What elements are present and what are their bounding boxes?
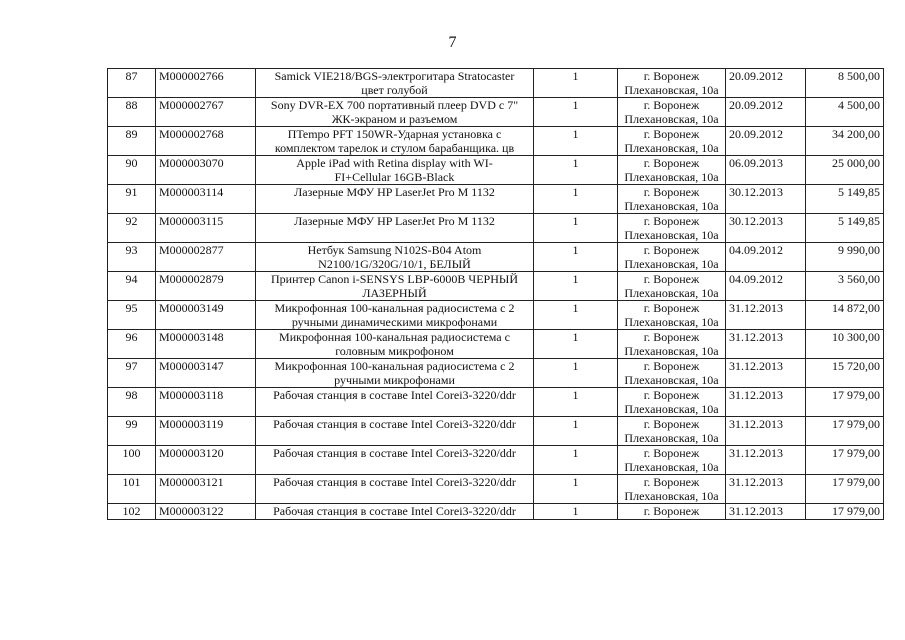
amount-cell: 17 979,00 <box>806 504 884 520</box>
location-cell <box>618 475 726 504</box>
row-number-cell: 89 <box>108 127 156 156</box>
location-line: Плехановская, 10а <box>624 257 719 271</box>
date-cell: 31.12.2013 <box>726 359 806 388</box>
date-cell: 31.12.2013 <box>726 504 806 520</box>
table-row <box>108 243 884 272</box>
item-name-cell <box>256 388 534 417</box>
item-name-line: Sony DVR-EX 700 портативный плеер DVD с 7" <box>270 98 519 112</box>
item-name-line: Микрофонная 100-канальная радиосистема с 2 <box>274 359 515 373</box>
page-number: 7 <box>448 34 457 51</box>
table-row <box>108 272 884 301</box>
item-name-line: Рабочая станция в составе Intel Corei3-3220/ddr <box>273 446 516 460</box>
table-row <box>108 359 884 388</box>
table-row <box>108 475 884 504</box>
quantity-cell: 1 <box>534 272 618 301</box>
table-row <box>108 156 884 185</box>
quantity-cell: 1 <box>534 185 618 214</box>
item-name-line: Apple iPad with Retina display with WI- <box>296 156 493 170</box>
row-number-cell: 87 <box>108 69 156 98</box>
location-cell <box>618 272 726 301</box>
item-name-line: Рабочая станция в составе Intel Corei3-3220/ddr <box>273 388 516 402</box>
inventory-code-cell: M000003119 <box>156 417 256 446</box>
table-row <box>108 185 884 214</box>
item-name-line: FI+Cellular 16GB-Black <box>334 170 455 184</box>
inventory-code-cell: M000003070 <box>156 156 256 185</box>
inventory-code-cell: M000003121 <box>156 475 256 504</box>
location-line: Плехановская, 10а <box>624 228 719 242</box>
item-name-cell <box>256 69 534 98</box>
item-name-line: ручными микрофонами <box>334 373 455 387</box>
date-cell: 04.09.2012 <box>726 243 806 272</box>
item-name-cell <box>256 98 534 127</box>
location-cell <box>618 69 726 98</box>
location-cell <box>618 359 726 388</box>
item-name-cell <box>256 475 534 504</box>
table-row <box>108 127 884 156</box>
amount-cell: 8 500,00 <box>806 69 884 98</box>
table-row <box>108 301 884 330</box>
item-name-cell <box>256 330 534 359</box>
quantity-cell: 1 <box>534 98 618 127</box>
row-number-cell: 91 <box>108 185 156 214</box>
location-cell <box>618 301 726 330</box>
amount-cell: 17 979,00 <box>806 388 884 417</box>
date-cell: 30.12.2013 <box>726 214 806 243</box>
amount-cell: 15 720,00 <box>806 359 884 388</box>
item-name-cell <box>256 127 534 156</box>
location-line: г. Воронеж <box>643 417 700 431</box>
item-name-line: ПTempo PFT 150WR-Ударная установка с <box>287 127 502 141</box>
item-name-line: ЛАЗЕРНЫЙ <box>362 286 427 300</box>
item-name-line: Лазерные МФУ HP LaserJet Pro M 1132 <box>294 214 495 228</box>
quantity-cell: 1 <box>534 330 618 359</box>
inventory-code-cell: M000003120 <box>156 446 256 475</box>
date-cell: 20.09.2012 <box>726 127 806 156</box>
table-row <box>108 98 884 127</box>
location-line: г. Воронеж <box>643 475 700 489</box>
table-body <box>108 69 884 520</box>
location-line: Плехановская, 10а <box>624 344 719 358</box>
inventory-code-cell: M000002879 <box>156 272 256 301</box>
location-cell <box>618 504 726 520</box>
table-row <box>108 504 884 520</box>
location-line: г. Воронеж <box>643 185 700 199</box>
amount-cell: 34 200,00 <box>806 127 884 156</box>
amount-cell: 5 149,85 <box>806 214 884 243</box>
date-cell: 31.12.2013 <box>726 330 806 359</box>
item-name-line: комплектом тарелок и стулом барабанщика. цв <box>274 141 515 155</box>
date-cell: 31.12.2013 <box>726 388 806 417</box>
amount-cell: 14 872,00 <box>806 301 884 330</box>
row-number-cell: 94 <box>108 272 156 301</box>
amount-cell: 4 500,00 <box>806 98 884 127</box>
item-name-cell <box>256 417 534 446</box>
item-name-cell <box>256 504 534 520</box>
amount-cell: 3 560,00 <box>806 272 884 301</box>
item-name-cell <box>256 272 534 301</box>
location-line: г. Воронеж <box>643 301 700 315</box>
location-line: Плехановская, 10а <box>624 460 719 474</box>
location-line: Плехановская, 10а <box>624 489 719 503</box>
date-cell: 20.09.2012 <box>726 69 806 98</box>
location-line: г. Воронеж <box>643 243 700 257</box>
item-name-line: Samick VIE218/BGS-электрогитара Stratocaster <box>274 69 515 83</box>
amount-cell: 25 000,00 <box>806 156 884 185</box>
location-line: Плехановская, 10а <box>624 286 719 300</box>
table-row <box>108 214 884 243</box>
item-name-cell <box>256 359 534 388</box>
item-name-line: N2100/1G/320G/10/1, БЕЛЫЙ <box>318 257 471 271</box>
quantity-cell: 1 <box>534 417 618 446</box>
inventory-code-cell: M000003114 <box>156 185 256 214</box>
row-number-cell: 99 <box>108 417 156 446</box>
amount-cell: 5 149,85 <box>806 185 884 214</box>
location-line: Плехановская, 10а <box>624 112 719 126</box>
item-name-line: Лазерные МФУ HP LaserJet Pro M 1132 <box>294 185 495 199</box>
quantity-cell: 1 <box>534 504 618 520</box>
location-line: г. Воронеж <box>643 98 700 112</box>
location-line: Плехановская, 10а <box>624 83 719 97</box>
location-line: г. Воронеж <box>643 156 700 170</box>
table-row <box>108 417 884 446</box>
location-line: г. Воронеж <box>643 446 700 460</box>
quantity-cell: 1 <box>534 243 618 272</box>
row-number-cell: 102 <box>108 504 156 520</box>
amount-cell: 9 990,00 <box>806 243 884 272</box>
item-name-line: Принтер Canon i-SENSYS LBP-6000B ЧЕРНЫЙ <box>270 272 519 286</box>
location-line: г. Воронеж <box>643 504 700 518</box>
inventory-code-cell: M000002768 <box>156 127 256 156</box>
location-line: Плехановская, 10а <box>624 199 719 213</box>
inventory-code-cell: M000002766 <box>156 69 256 98</box>
quantity-cell: 1 <box>534 156 618 185</box>
location-cell <box>618 330 726 359</box>
location-cell <box>618 446 726 475</box>
table-row <box>108 446 884 475</box>
inventory-table <box>107 68 884 520</box>
quantity-cell: 1 <box>534 301 618 330</box>
inventory-code-cell: M000002767 <box>156 98 256 127</box>
table-row <box>108 69 884 98</box>
item-name-line: Микрофонная 100-канальная радиосистема с <box>279 330 510 344</box>
date-cell: 04.09.2012 <box>726 272 806 301</box>
location-line: Плехановская, 10а <box>624 315 719 329</box>
location-line: г. Воронеж <box>643 214 700 228</box>
inventory-code-cell: M000003149 <box>156 301 256 330</box>
item-name-cell <box>256 214 534 243</box>
quantity-cell: 1 <box>534 446 618 475</box>
inventory-code-cell: M000003148 <box>156 330 256 359</box>
item-name-line: цвет голубой <box>361 83 428 97</box>
location-line: г. Воронеж <box>643 127 700 141</box>
quantity-cell: 1 <box>534 127 618 156</box>
inventory-code-cell: M000003118 <box>156 388 256 417</box>
item-name-line: ЖК-экраном и разъемом <box>331 112 458 126</box>
item-name-line: Микрофонная 100-канальная радиосистема с 2 <box>274 301 515 315</box>
row-number-cell: 95 <box>108 301 156 330</box>
location-line: Плехановская, 10а <box>624 402 719 416</box>
location-line: Плехановская, 10а <box>624 141 719 155</box>
quantity-cell: 1 <box>534 359 618 388</box>
table-row <box>108 330 884 359</box>
location-line: г. Воронеж <box>643 272 700 286</box>
item-name-cell <box>256 156 534 185</box>
inventory-code-cell: M000003115 <box>156 214 256 243</box>
row-number-cell: 100 <box>108 446 156 475</box>
item-name-line: головным микрофоном <box>335 344 454 358</box>
row-number-cell: 96 <box>108 330 156 359</box>
location-cell <box>618 243 726 272</box>
location-line: Плехановская, 10а <box>624 431 719 445</box>
row-number-cell: 101 <box>108 475 156 504</box>
row-number-cell: 93 <box>108 243 156 272</box>
item-name-line: Рабочая станция в составе Intel Corei3-3220/ddr <box>273 504 516 518</box>
inventory-code-cell: M000003147 <box>156 359 256 388</box>
item-name-line: ручными динамическими микрофонами <box>291 315 498 329</box>
location-line: г. Воронеж <box>643 359 700 373</box>
quantity-cell: 1 <box>534 475 618 504</box>
item-name-line: Рабочая станция в составе Intel Corei3-3220/ddr <box>273 417 516 431</box>
quantity-cell: 1 <box>534 388 618 417</box>
row-number-cell: 88 <box>108 98 156 127</box>
item-name-cell <box>256 446 534 475</box>
row-number-cell: 98 <box>108 388 156 417</box>
location-cell <box>618 388 726 417</box>
quantity-cell: 1 <box>534 69 618 98</box>
item-name-cell <box>256 243 534 272</box>
row-number-cell: 92 <box>108 214 156 243</box>
item-name-cell <box>256 301 534 330</box>
location-cell <box>618 127 726 156</box>
location-line: г. Воронеж <box>643 388 700 402</box>
date-cell: 31.12.2013 <box>726 475 806 504</box>
location-line: Плехановская, 10а <box>624 373 719 387</box>
location-line: г. Воронеж <box>643 330 700 344</box>
location-line: Плехановская, 10а <box>624 170 719 184</box>
date-cell: 31.12.2013 <box>726 446 806 475</box>
inventory-code-cell: M000003122 <box>156 504 256 520</box>
quantity-cell: 1 <box>534 214 618 243</box>
date-cell: 31.12.2013 <box>726 417 806 446</box>
location-cell <box>618 417 726 446</box>
location-cell <box>618 98 726 127</box>
row-number-cell: 97 <box>108 359 156 388</box>
date-cell: 31.12.2013 <box>726 301 806 330</box>
table-row <box>108 388 884 417</box>
date-cell: 06.09.2013 <box>726 156 806 185</box>
item-name-cell <box>256 185 534 214</box>
amount-cell: 17 979,00 <box>806 417 884 446</box>
location-cell <box>618 185 726 214</box>
row-number-cell: 90 <box>108 156 156 185</box>
location-line: г. Воронеж <box>643 69 700 83</box>
inventory-code-cell: M000002877 <box>156 243 256 272</box>
date-cell: 30.12.2013 <box>726 185 806 214</box>
amount-cell: 10 300,00 <box>806 330 884 359</box>
item-name-line: Рабочая станция в составе Intel Corei3-3220/ddr <box>273 475 516 489</box>
item-name-line: Нетбук Samsung N102S-B04 Atom <box>307 243 482 257</box>
location-cell <box>618 214 726 243</box>
date-cell: 20.09.2012 <box>726 98 806 127</box>
location-cell <box>618 156 726 185</box>
amount-cell: 17 979,00 <box>806 475 884 504</box>
amount-cell: 17 979,00 <box>806 446 884 475</box>
